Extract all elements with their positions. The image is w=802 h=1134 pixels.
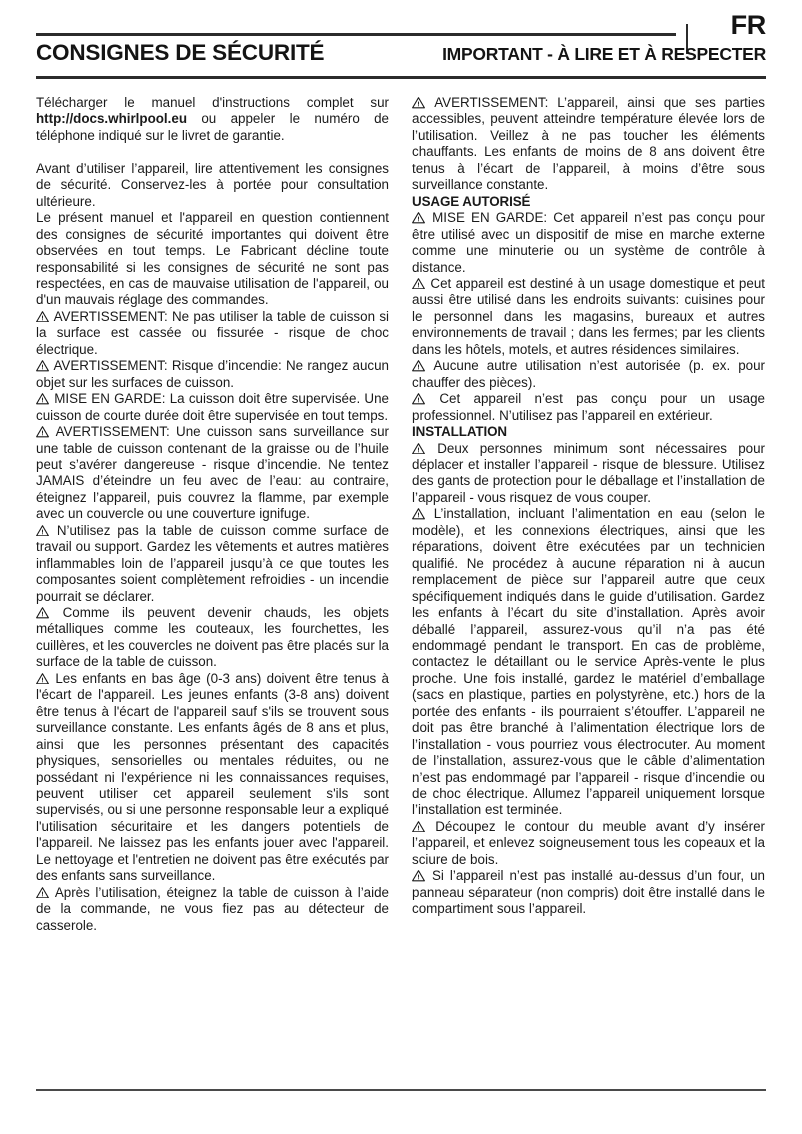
paragraph-text: AVERTISSEMENT: L’appareil, ainsi que ses parties accessibles, peuvent atteindre température élevée lors de l’utilisation. Veillez à ne pas toucher les éléments chauffants. Les enfants de moins de 8 ans doivent être tenus à l’écart de l’appareil, à moins d’être sous surveillance constante. [412, 95, 766, 193]
paragraph-text: Deux personnes minimum sont nécessaires pour déplacer et installer l’appareil - risque de blessure. Utilisez des gants de protection pour le déballage et l’installation de l’appareil - vous risquez de vous couper. [412, 440, 765, 505]
paragraph-text: Avant d’utiliser l’appareil, lire attentivement les consignes de sécurité. Conservez-les à portée pour consultation ultérieure. [36, 160, 389, 209]
paragraph-text: Découpez le contour du meuble avant d’y insérer l’appareil, et enlevez soigneusement tous les copeaux et la sciure de bois. [412, 818, 765, 867]
paragraph-text: Si l’appareil n’est pas installé au-dessus d’un four, un panneau séparateur (non compris) doit être installé dans le compartiment sous l’appareil. [412, 868, 765, 917]
body-paragraph [36, 885, 389, 934]
emphasis-text: INSTALLATION [412, 424, 507, 440]
page-subtitle: IMPORTANT - À LIRE ET À RESPECTER [442, 44, 766, 64]
paragraph-text: Comme ils peuvent devenir chauds, les objets métalliques comme les couteaux, les fourchettes, les cuillères, et les couvercles ne doivent pas être placés sur la surface de la table de cuisson. [36, 605, 389, 670]
paragraph-text: AVERTISSEMENT: Risque d’incendie: Ne rangez aucun objet sur les surfaces de cuisson. [36, 358, 389, 390]
left-column [36, 95, 389, 934]
warning-triangle-icon [412, 393, 425, 405]
body-paragraph [36, 210, 389, 309]
paragraph-text: Aucune autre utilisation n’est autorisée (p. ex. pour chauffer des pièces). [412, 358, 766, 390]
paragraph-text: Cet appareil est destiné à un usage domestique et peut aussi être utilisé dans les endroits suivants: cuisines pour le personnel dans les magasins, bureaux et autres environnements de travail ; dans les fermes; par les clients dans les hôtels, motels, et autres résidences similaires. [412, 275, 765, 357]
warning-triangle-icon [36, 887, 49, 899]
two-column-body [36, 95, 766, 934]
emphasis-text: USAGE AUTORISÉ [412, 193, 531, 209]
body-paragraph [36, 161, 389, 210]
warning-triangle-icon [36, 426, 49, 438]
paragraph-text: Après l’utilisation, éteignez la table de cuisson à l’aide de la commande, ne vous fiez pas au détecteur de casserole. [36, 884, 389, 933]
header-bottom-rule [36, 76, 766, 79]
language-code: FR [730, 10, 766, 40]
body-paragraph [36, 605, 389, 671]
body-paragraph [412, 868, 765, 917]
body-paragraph [36, 523, 389, 605]
paragraph-text: Télécharger le manuel d'instructions complet sur [36, 95, 389, 110]
warning-triangle-icon [412, 278, 425, 290]
paragraph-text: Le présent manuel et l'appareil en question contiennent des consignes de sécurité importantes qui doivent être observées en tout temps. Le Fabricant décline toute responsabilité si les consignes de sécurité ne sont pas respectées, en cas de mauvaise utilisation de l'appareil, ou d'un mauvais réglage des commandes. [36, 210, 389, 308]
paragraph-text: AVERTISSEMENT: Ne pas utiliser la table de cuisson si la surface est cassée ou fissurée - risque de choc électrique. [36, 308, 389, 357]
page-title: CONSIGNES DE SÉCURITÉ [36, 40, 325, 65]
body-paragraph [36, 358, 389, 391]
paragraph-text: L’installation, incluant l’alimentation en eau (selon le modèle), et les connexions électriques, ainsi que les réparations, doivent être exécutées par un technicien qualifié. Ne procédez à aucune réparation ni à aucun remplacement de pièce sur l’appareil autre que ceux spécifiquement indiqués dans le guide d’utilisation. Gardez les enfants à l’écart du site d’installation. Après avoir déballé l’appareil, assurez-vous qu’il n’a pas été endommagé pendant le transport. En cas de problème, contactez le détaillant ou le service Après-vente le plus proche. Une fois installé, gardez le matériel d’emballage (sacs en plastique, parties en polystyrène, etc.) hors de la portée des enfants - ils pourraient s’étouffer. L’appareil ne doit pas être branché à l’alimentation électrique lors de l’installation - vous pourriez vous électrocuter. Au moment de l’installation, assurez-vous que le câble d’alimentation n’est pas endommagé par l’appareil - risque d’incendie ou de choc électrique. Allumez l’appareil uniquement lorsque l’installation est terminée. [412, 506, 765, 818]
warning-triangle-icon [412, 360, 425, 372]
body-paragraph [412, 819, 765, 868]
warning-triangle-icon [412, 870, 425, 882]
body-paragraph [36, 95, 389, 144]
body-paragraph [412, 391, 765, 424]
warning-triangle-icon [36, 607, 49, 619]
body-paragraph [412, 210, 765, 276]
section-heading [412, 194, 765, 210]
header-title-row [36, 40, 766, 66]
body-paragraph [412, 95, 765, 194]
warning-triangle-icon [36, 311, 49, 323]
header-top-rule [36, 33, 676, 36]
paragraph-text: Cet appareil n’est pas conçu pour un usage professionnel. N’utilisez pas l’appareil en extérieur. [412, 391, 765, 423]
body-paragraph [36, 671, 389, 885]
right-column [412, 95, 765, 934]
emphasis-text: http://docs.whirlpool.eu [36, 111, 188, 127]
body-paragraph [412, 506, 765, 819]
warning-triangle-icon [36, 360, 49, 372]
paragraph-text: N’utilisez pas la table de cuisson comme surface de travail ou support. Gardez les vêtements et autres matières inflammables loin de l’appareil jusqu’à ce que toutes les composantes soient complètement refroidies - un incendie pourrait se déclarer. [36, 522, 389, 604]
warning-triangle-icon [36, 525, 49, 537]
footer-rule [36, 1089, 766, 1091]
section-heading [412, 424, 765, 440]
warning-triangle-icon [412, 821, 425, 833]
body-paragraph [36, 309, 389, 358]
page-header [36, 10, 766, 84]
body-paragraph [412, 441, 765, 507]
paragraph-text: MISE EN GARDE: Cet appareil n’est pas conçu pour être utilisé avec un dispositif de mise en marche externe comme une minuterie ou un système de contrôle à distance. [412, 210, 765, 275]
body-paragraph [36, 391, 389, 424]
warning-triangle-icon [412, 508, 425, 520]
body-paragraph [36, 424, 389, 523]
paragraph-text: AVERTISSEMENT: Une cuisson sans surveillance sur une table de cuisson contenant de la graisse ou de l’huile peut s’avérer dangereuse - risque d’incendie. Ne tentez JAMAIS d’éteindre un feu avec de l’eau: au contraire, éteignez l’appareil, puis couvrez la flamme, par exemple avec un couvercle ou une couverture ignifuge. [36, 424, 389, 522]
warning-triangle-icon [36, 393, 49, 405]
warning-triangle-icon [412, 97, 425, 109]
body-paragraph [412, 358, 765, 391]
paragraph-text: Les enfants en bas âge (0-3 ans) doivent être tenus à l'écart de l'appareil. Les jeunes enfants (3-8 ans) doivent être tenus à l'écart de l'appareil sauf s'ils se trouvent sous surveillance constante. Les enfants âgés de 8 ans et plus, ainsi que les personnes présentant des capacités physiques, sensorielles ou mentales réduites, ou ne possédant ni l'expérience ni les connaissances requises, peuvent utiliser cet appareil seulement s'ils sont supervisés, ou si une personne responsable leur a expliqué l'utilisation sécuritaire et les dangers potentiels de l'appareil. Ne laissez pas les enfants jouer avec l'appareil. Le nettoyage et l'entretien ne doivent pas être exécutés par des enfants sans surveillance. [36, 670, 389, 884]
warning-triangle-icon [412, 212, 425, 224]
body-paragraph [412, 276, 765, 358]
paragraph-text: ou appeler le numéro de téléphone indiqué sur le livret de garantie. [36, 111, 389, 143]
warning-triangle-icon [412, 443, 425, 455]
warning-triangle-icon [36, 673, 49, 685]
paragraph-text: MISE EN GARDE: La cuisson doit être supervisée. Une cuisson de courte durée doit être supervisée en tout temps. [36, 391, 389, 423]
